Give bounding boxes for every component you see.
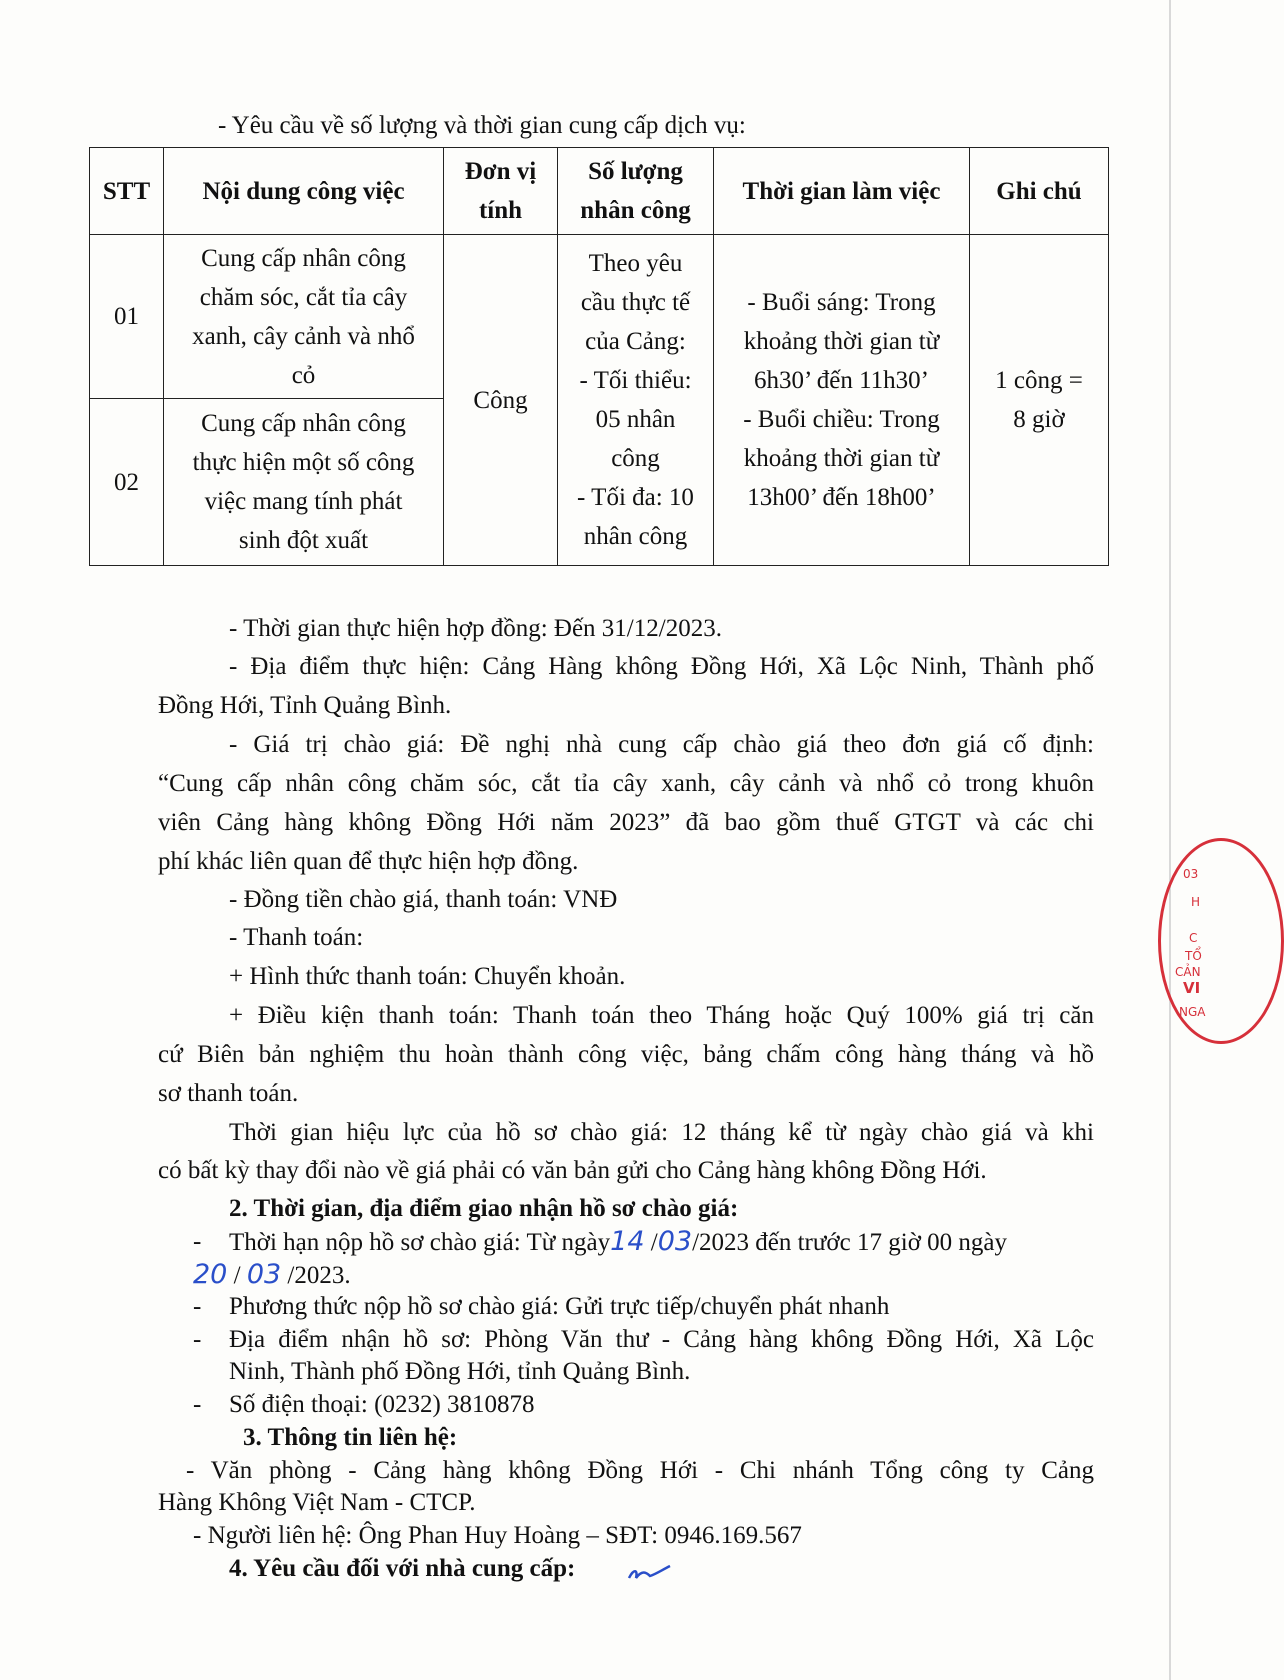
handwritten-day-1: 14 [610, 1226, 645, 1257]
currency-text: - Đồng tiền chào giá, thanh toán: VNĐ [229, 886, 618, 913]
deadline-end: /2023. [281, 1262, 351, 1289]
row-stt: 02 [90, 399, 164, 566]
page-edge [1169, 0, 1171, 1680]
payment-method-text: + Hình thức thanh toán: Chuyển khoản. [229, 963, 626, 990]
handwritten-month-1: 03 [657, 1226, 693, 1257]
price-line-4: phí khác liên quan để thực hiện hợp đồng. [158, 848, 579, 875]
validity-line-2: có bất kỳ thay đổi nào về giá phải có văn bản gửi cho Cảng hàng không Đồng Hới. [158, 1157, 987, 1184]
section-2-heading: 2. Thời gian, địa điểm giao nhận hồ sơ chào giá: [229, 1195, 739, 1222]
payment-condition-line-1: + Điều kiện thanh toán: Thanh toán theo Tháng hoặc Quý 100% giá trị căn [229, 1002, 1094, 1029]
bullet-dash: - [193, 1326, 202, 1353]
initial-signature-mark [626, 1556, 672, 1586]
section-4-heading: 4. Yêu cầu đối với nhà cung cấp: [229, 1555, 576, 1582]
office-line-1: - Văn phòng - Cảng hàng không Đồng Hới - Chi nhánh Tổng công ty Cảng [186, 1457, 1094, 1484]
quantity-cell: Theo yêu cầu thực tế của Cảng: - Tối thiểu: 05 nhân công - Tối đa: 10 nhân công [558, 235, 714, 566]
address-line-2: Ninh, Thành phố Đồng Hới, tỉnh Quảng Bình. [229, 1358, 691, 1385]
row-stt: 01 [90, 235, 164, 399]
header-stt: STT [90, 148, 164, 235]
header-content: Nội dung công việc [164, 148, 444, 235]
bullet-dash: - [193, 1293, 202, 1320]
header-time: Thời gian làm việc [714, 148, 970, 235]
header-note: Ghi chú [970, 148, 1109, 235]
price-line-3: viên Cảng hàng không Đồng Hới năm 2023” đã bao gồm thuế GTGT và các chi [158, 809, 1094, 836]
address-line-1: Địa điểm nhận hồ sơ: Phòng Văn thư - Cảng hàng không Đồng Hới, Xã Lộc [229, 1326, 1094, 1353]
date-separator: / [650, 1229, 658, 1256]
office-line-2: Hàng Không Việt Nam - CTCP. [158, 1489, 476, 1516]
intro-text: - Yêu cầu về số lượng và thời gian cung cấp dịch vụ: [218, 112, 746, 139]
validity-line-1: Thời gian hiệu lực của hồ sơ chào giá: 12 tháng kể từ ngày chào giá và khi [229, 1119, 1094, 1146]
service-table [89, 147, 1109, 566]
row-content: Cung cấp nhân công chăm sóc, cắt tỉa cây xanh, cây cảnh và nhổ cỏ [164, 235, 444, 399]
note-cell: 1 công = 8 giờ [970, 235, 1109, 566]
location-line-2: Đồng Hới, Tỉnh Quảng Bình. [158, 692, 452, 719]
payment-condition-line-3: sơ thanh toán. [158, 1080, 299, 1107]
time-cell: - Buổi sáng: Trong khoảng thời gian từ 6h30’ đến 11h30’ - Buổi chiều: Trong khoảng thời gian từ 13h00’ đến 18h00’ [714, 235, 970, 566]
payment-text: - Thanh toán: [229, 924, 364, 951]
unit-cell: Công [444, 235, 558, 566]
bullet-dash: - [193, 1391, 202, 1418]
official-seal: 03 H C TỔ CẢN VI NGA [1158, 838, 1284, 1044]
header-quantity: Số lượng nhân công [558, 148, 714, 235]
price-line-2: “Cung cấp nhân công chăm sóc, cắt tỉa cây xanh, cây cảnh và nhổ cỏ trong khuôn [158, 770, 1094, 797]
header-unit: Đơn vị tính [444, 148, 558, 235]
row-content: Cung cấp nhân công thực hiện một số công việc mang tính phát sinh đột xuất [164, 399, 444, 566]
submission-method-text: Phương thức nộp hồ sơ chào giá: Gửi trực tiếp/chuyển phát nhanh [229, 1293, 890, 1320]
deadline-middle: /2023 đến trước 17 giờ 00 ngày [692, 1229, 1008, 1256]
payment-condition-line-2: cứ Biên bản nghiệm thu hoàn thành công việc, bảng chấm công hàng tháng và hồ [158, 1041, 1094, 1068]
handwritten-day-2: 20 [193, 1259, 228, 1290]
phone-text: Số điện thoại: (0232) 3810878 [229, 1391, 535, 1418]
location-line-1: - Địa điểm thực hiện: Cảng Hàng không Đồng Hới, Xã Lộc Ninh, Thành phố [229, 653, 1094, 680]
contact-person-text: - Người liên hệ: Ông Phan Huy Hoàng – SĐT: 0946.169.567 [193, 1522, 802, 1549]
handwritten-month-2: 03 [246, 1259, 282, 1290]
table-header-row [90, 148, 1109, 235]
duration-text: - Thời gian thực hiện hợp đồng: Đến 31/12/2023. [229, 615, 722, 642]
section-3-heading: 3. Thông tin liên hệ: [243, 1424, 458, 1451]
bullet-dash: - [193, 1228, 202, 1255]
date-separator: / [227, 1262, 247, 1289]
deadline-prefix: Thời hạn nộp hồ sơ chào giá: Từ ngày [229, 1229, 611, 1256]
price-line-1: - Giá trị chào giá: Đề nghị nhà cung cấp chào giá theo đơn giá cố định: [229, 731, 1094, 758]
table-row [90, 235, 1109, 399]
